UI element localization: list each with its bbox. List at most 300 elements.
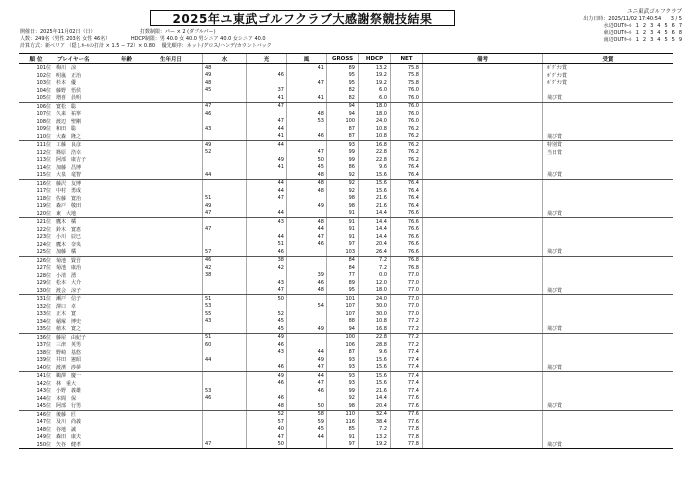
cell-rank: 130位 xyxy=(36,287,51,294)
cell-gross: 101 xyxy=(326,295,358,303)
cell-name: 林 重大 xyxy=(56,380,77,387)
cell-name: 小野 義雄 xyxy=(56,388,82,395)
hidden-hole-number: 1 xyxy=(635,30,639,36)
cell-net: 76.2 xyxy=(390,156,422,164)
cell-name: 大泉 竜智 xyxy=(56,172,82,179)
cell-prize xyxy=(542,233,673,241)
cell-t3: 58 xyxy=(286,411,326,419)
cell-note xyxy=(422,103,542,111)
col-net: NET xyxy=(390,54,422,63)
cell-bd xyxy=(140,133,202,141)
cell-prize xyxy=(542,87,673,95)
results-table xyxy=(19,53,673,449)
cell-age xyxy=(113,180,140,188)
cell-gross: 89 xyxy=(326,64,358,72)
cell-note xyxy=(422,257,542,265)
cell-hdcp: 15.6 xyxy=(358,180,390,188)
cell-name: 鷹木 橘 xyxy=(56,219,77,226)
cell-prize: 飛び賞 xyxy=(542,171,673,179)
cell-gross: 93 xyxy=(326,380,358,388)
cell-t2: 45 xyxy=(246,318,286,326)
cell-prize: 飛び賞 xyxy=(542,248,673,256)
cell-prize xyxy=(542,125,673,133)
cell-name: 渡会 涼子 xyxy=(56,287,82,294)
cell-net: 76.4 xyxy=(390,180,422,188)
cell-note xyxy=(422,372,542,380)
cell-gross: 87 xyxy=(326,349,358,357)
table-row xyxy=(19,402,673,410)
cell-bd xyxy=(140,272,202,280)
cell-gross: 82 xyxy=(326,94,358,102)
hidden-hole-number: 6 xyxy=(671,23,675,29)
cell-rank: 102位 xyxy=(36,72,51,79)
cell-t1: 47 xyxy=(202,210,246,218)
cell-hdcp: 18.0 xyxy=(358,103,390,111)
cell-bd xyxy=(140,426,202,434)
table-row xyxy=(19,156,673,164)
cell-bd xyxy=(140,295,202,303)
cell-t3 xyxy=(286,72,326,80)
cell-rank: 111位 xyxy=(36,142,51,149)
table-row xyxy=(19,364,673,372)
cell-prize xyxy=(542,318,673,326)
cell-t1: 49 xyxy=(202,141,246,149)
cell-t3: 48 xyxy=(286,287,326,295)
hidden-hole-number: 5 xyxy=(671,37,675,43)
hidden-hole-line xyxy=(583,30,682,37)
cell-gross: 100 xyxy=(326,118,358,126)
cell-bd xyxy=(140,180,202,188)
table-row xyxy=(19,248,673,256)
cell-prize xyxy=(542,395,673,403)
info-line-1 xyxy=(20,29,221,36)
cell-t3: 49 xyxy=(286,202,326,210)
cell-net: 77.6 xyxy=(390,395,422,403)
table-row xyxy=(19,287,673,295)
hidden-hole-number: 1 xyxy=(635,23,639,29)
cell-t3: 53 xyxy=(286,118,326,126)
cell-age xyxy=(113,395,140,403)
cell-net: 77.6 xyxy=(390,411,422,419)
cell-t1: 53 xyxy=(202,303,246,311)
table-row xyxy=(19,264,673,272)
cell-net: 77.4 xyxy=(390,356,422,364)
cell-rank: 121位 xyxy=(36,219,51,226)
cell-gross: 93 xyxy=(326,141,358,149)
cell-hdcp: 15.6 xyxy=(358,187,390,195)
cell-gross: 95 xyxy=(326,79,358,87)
cell-gross: 92 xyxy=(326,187,358,195)
cell-gross: 93 xyxy=(326,372,358,380)
cell-rank: 140位 xyxy=(36,364,51,371)
cell-bd xyxy=(140,341,202,349)
cell-name: 藤野 悟侯 xyxy=(56,87,82,94)
cell-age xyxy=(113,149,140,157)
cell-name: 植木 寛之 xyxy=(56,326,82,333)
cell-t2: 37 xyxy=(246,87,286,95)
cell-hdcp: 15.6 xyxy=(358,380,390,388)
cell-name: 杉本 優 xyxy=(56,80,77,87)
cell-prize xyxy=(542,218,673,226)
title-text: 2025年ユ東武ゴルフクラブ大感謝祭競技結果 xyxy=(172,11,433,26)
cell-bd xyxy=(140,94,202,102)
event-date: 開催日：2025年11月02日（日） xyxy=(20,29,96,35)
cell-note xyxy=(422,295,542,303)
cell-t1: 53 xyxy=(202,387,246,395)
cell-rank: 103位 xyxy=(36,80,51,87)
cell-note xyxy=(422,272,542,280)
hidden-holes xyxy=(583,23,682,44)
hidden-hole-number: 2 xyxy=(642,23,647,29)
cell-gross: 91 xyxy=(326,233,358,241)
cell-net: 77.4 xyxy=(390,372,422,380)
cell-bd xyxy=(140,356,202,364)
cell-name: 瀬戸 信子 xyxy=(56,296,82,303)
cell-age xyxy=(113,287,140,295)
cell-t2 xyxy=(246,202,286,210)
cell-name: 鷹木 奈央 xyxy=(56,241,82,248)
cell-rank: 148位 xyxy=(36,426,51,433)
cell-bd xyxy=(140,202,202,210)
cell-gross: 87 xyxy=(326,125,358,133)
cell-name: 佐藤 寛治 xyxy=(56,195,82,202)
cell-rank: 104位 xyxy=(36,87,51,94)
cell-gross: 100 xyxy=(326,334,358,342)
cell-rank: 114位 xyxy=(36,164,51,171)
cell-prize xyxy=(542,202,673,210)
table-header xyxy=(19,53,673,64)
table-row xyxy=(19,149,673,157)
cell-note xyxy=(422,110,542,118)
cell-age xyxy=(113,195,140,203)
table-row xyxy=(19,441,673,450)
cell-net: 76.0 xyxy=(390,103,422,111)
cell-prize xyxy=(542,387,673,395)
cell-prize: 飛び賞 xyxy=(542,287,673,295)
cell-age xyxy=(113,248,140,256)
cell-hdcp: 7.2 xyxy=(358,264,390,272)
cell-net: 76.4 xyxy=(390,164,422,172)
cell-bd xyxy=(140,218,202,226)
cell-hdcp: 15.6 xyxy=(358,372,390,380)
cell-t2 xyxy=(246,149,286,157)
cell-net: 77.4 xyxy=(390,380,422,388)
cell-net: 75.8 xyxy=(390,72,422,80)
cell-prize xyxy=(542,103,673,111)
cell-t3: 39 xyxy=(286,272,326,280)
club-name: ユニ東武ゴルフクラブ xyxy=(627,9,682,15)
cell-t1 xyxy=(202,364,246,372)
cell-gross: 91 xyxy=(326,433,358,441)
cell-age xyxy=(113,433,140,441)
cell-bd xyxy=(140,395,202,403)
table-row xyxy=(19,233,673,241)
cell-t2: 50 xyxy=(246,441,286,449)
cell-t3: 48 xyxy=(286,180,326,188)
cell-bd xyxy=(140,210,202,218)
cell-t3: 47 xyxy=(286,79,326,87)
cell-bd xyxy=(140,103,202,111)
cell-age xyxy=(113,87,140,95)
cell-bd xyxy=(140,303,202,311)
cell-t2: 49 xyxy=(246,334,286,342)
cell-net: 77.6 xyxy=(390,402,422,410)
cell-t2: 46 xyxy=(246,395,286,403)
cell-t2: 47 xyxy=(246,433,286,441)
hidden-hole-number: 5 xyxy=(664,30,668,36)
cell-gross: 97 xyxy=(326,441,358,449)
cell-rank: 120位 xyxy=(36,210,51,217)
cell-t1 xyxy=(202,349,246,357)
cell-note xyxy=(422,387,542,395)
cell-gross: 99 xyxy=(326,156,358,164)
hidden-hole-number: 8 xyxy=(678,30,682,36)
cell-age xyxy=(113,264,140,272)
cell-hdcp: 30.0 xyxy=(358,303,390,311)
cell-hdcp: 0.0 xyxy=(358,272,390,280)
cell-bd xyxy=(140,387,202,395)
cell-t3 xyxy=(286,103,326,111)
cell-t1: 55 xyxy=(202,310,246,318)
cell-hdcp: 24.0 xyxy=(358,118,390,126)
cell-bd xyxy=(140,372,202,380)
cell-note xyxy=(422,310,542,318)
cell-t3 xyxy=(286,210,326,218)
cell-t2: 47 xyxy=(246,103,286,111)
cell-bd xyxy=(140,110,202,118)
cell-note xyxy=(422,418,542,426)
cell-note xyxy=(422,72,542,80)
cell-rank: 108位 xyxy=(36,118,51,125)
cell-bd xyxy=(140,72,202,80)
cell-t1 xyxy=(202,156,246,164)
player-count: 人数：249名（男性 203名 女性 46名） xyxy=(20,36,111,42)
cell-age xyxy=(113,171,140,179)
col-rank: 順 位 xyxy=(29,56,43,63)
cell-gross: 106 xyxy=(326,341,358,349)
cell-prize: ﾎﾞｸﾞﾅﾝ賞 xyxy=(542,79,673,87)
cell-prize xyxy=(542,310,673,318)
cell-hdcp: 20.4 xyxy=(358,241,390,249)
cell-t1 xyxy=(202,433,246,441)
hdcp-limit: HDCP制限：男 40.0 女 40.0 男シニア 40.0 女シニア 40.0 xyxy=(130,36,266,42)
cell-prize: 飛び賞 xyxy=(542,364,673,372)
col-note: 備考 xyxy=(422,54,542,63)
col-age: 年齢 xyxy=(120,56,132,63)
cell-age xyxy=(113,210,140,218)
cell-t2: 44 xyxy=(246,180,286,188)
cell-t1: 42 xyxy=(202,264,246,272)
cell-name: 小川 辰巳 xyxy=(56,234,82,241)
cell-t3: 48 xyxy=(286,110,326,118)
cell-name: 藤屋 由紀子 xyxy=(56,334,87,341)
cell-rank: 119位 xyxy=(36,203,51,210)
cell-age xyxy=(113,187,140,195)
cell-note xyxy=(422,433,542,441)
page-title xyxy=(150,10,455,26)
cell-t2: 50 xyxy=(246,295,286,303)
output-info xyxy=(583,9,682,44)
cell-net: 77.2 xyxy=(390,341,422,349)
cell-t2: 44 xyxy=(246,125,286,133)
cell-rank: 127位 xyxy=(36,265,51,272)
cell-t2 xyxy=(246,356,286,364)
cell-name: 加藤 昌博 xyxy=(56,164,82,171)
cell-name: 明嵐 正治 xyxy=(56,72,82,79)
cell-t3 xyxy=(286,310,326,318)
cell-bd xyxy=(140,364,202,372)
table-row xyxy=(19,387,673,395)
cell-t3: 44 xyxy=(286,433,326,441)
cell-gross: 84 xyxy=(326,257,358,265)
cell-net: 76.2 xyxy=(390,141,422,149)
cell-t3 xyxy=(286,87,326,95)
hidden-hole-line xyxy=(583,37,682,44)
table-row xyxy=(19,110,673,118)
table-row xyxy=(19,64,673,72)
cell-gross: 98 xyxy=(326,195,358,203)
cell-hdcp: 24.0 xyxy=(358,295,390,303)
cell-net: 77.6 xyxy=(390,418,422,426)
cell-net: 77.2 xyxy=(390,325,422,333)
cell-rank: 138位 xyxy=(36,349,51,356)
cell-bd xyxy=(140,149,202,157)
table-row xyxy=(19,118,673,126)
cell-name: 本間 保 xyxy=(56,395,77,402)
cell-t2: 57 xyxy=(246,418,286,426)
cell-hdcp: 22.8 xyxy=(358,156,390,164)
cell-age xyxy=(113,303,140,311)
cell-t2 xyxy=(246,110,286,118)
cell-hdcp: 14.4 xyxy=(358,218,390,226)
cell-gross: 87 xyxy=(326,133,358,141)
cell-hdcp: 21.6 xyxy=(358,195,390,203)
cell-name: 鵜澤 慶一 xyxy=(56,373,82,380)
cell-age xyxy=(113,233,140,241)
cell-name: 後藤 匠 xyxy=(56,411,77,418)
table-row xyxy=(19,380,673,388)
cell-name: 菊池 康治 xyxy=(56,265,82,272)
cell-age xyxy=(113,279,140,287)
cell-t1: 49 xyxy=(202,72,246,80)
cell-t1 xyxy=(202,241,246,249)
cell-bd xyxy=(140,187,202,195)
table-row xyxy=(19,325,673,333)
hidden-hole-number: 4 xyxy=(657,30,661,36)
cell-name: 東 大地 xyxy=(56,210,77,217)
cell-t3: 48 xyxy=(286,218,326,226)
cell-net: 76.6 xyxy=(390,241,422,249)
cell-net: 76.2 xyxy=(390,149,422,157)
cell-t2 xyxy=(246,226,286,234)
cell-age xyxy=(113,103,140,111)
cell-hdcp: 22.8 xyxy=(358,334,390,342)
cell-rank: 139位 xyxy=(36,357,51,364)
cell-gross: 110 xyxy=(326,411,358,419)
cell-net: 76.8 xyxy=(390,264,422,272)
cell-note xyxy=(422,133,542,141)
cell-hdcp: 20.4 xyxy=(358,402,390,410)
cell-note xyxy=(422,318,542,326)
output-line xyxy=(583,16,682,23)
cell-rank: 113位 xyxy=(36,157,51,164)
cell-rank: 117位 xyxy=(36,188,51,195)
info-line-3 xyxy=(20,43,277,50)
cell-bd xyxy=(140,164,202,172)
cell-gross: 94 xyxy=(326,325,358,333)
cell-gross: 116 xyxy=(326,418,358,426)
cell-bd xyxy=(140,287,202,295)
cell-t2 xyxy=(246,79,286,87)
hidden-hole-number: 4 xyxy=(657,37,661,43)
cell-note xyxy=(422,149,542,157)
cell-net: 76.4 xyxy=(390,202,422,210)
cell-t2: 46 xyxy=(246,72,286,80)
cell-hdcp: 28.8 xyxy=(358,341,390,349)
cell-prize: 飛び賞 xyxy=(542,94,673,102)
cell-hdcp: 18.0 xyxy=(358,110,390,118)
hidden-hole-number: 6 xyxy=(671,30,675,36)
cell-net: 77.4 xyxy=(390,387,422,395)
cell-hdcp: 14.4 xyxy=(358,226,390,234)
cell-t1 xyxy=(202,325,246,333)
cell-t1: 45 xyxy=(202,87,246,95)
cell-net: 76.8 xyxy=(390,257,422,265)
page-number: 3 / 5 xyxy=(670,16,682,22)
cell-name: 澤口 卓 xyxy=(56,303,77,310)
cell-t3: 46 xyxy=(286,241,326,249)
cell-prize xyxy=(542,433,673,441)
cell-t1: 43 xyxy=(202,125,246,133)
cell-t1: 49 xyxy=(202,202,246,210)
cell-hdcp: 38.4 xyxy=(358,418,390,426)
cell-hdcp: 22.8 xyxy=(358,149,390,157)
cell-bd xyxy=(140,233,202,241)
cell-prize xyxy=(542,264,673,272)
cell-bd xyxy=(140,325,202,333)
cell-name: 谷地 誠 xyxy=(56,426,77,433)
hidden-hole-number: 5 xyxy=(664,23,668,29)
cell-gross: 92 xyxy=(326,171,358,179)
cell-name: 野崎 基悠 xyxy=(56,349,82,356)
cell-net: 75.8 xyxy=(390,79,422,87)
cell-hdcp: 30.0 xyxy=(358,310,390,318)
cell-age xyxy=(113,257,140,265)
cell-t3: 49 xyxy=(286,325,326,333)
cell-net: 77.0 xyxy=(390,310,422,318)
cell-gross: 84 xyxy=(326,264,358,272)
cell-t2: 44 xyxy=(246,187,286,195)
cell-note xyxy=(422,325,542,333)
cell-t3: 41 xyxy=(286,94,326,102)
cell-net: 76.6 xyxy=(390,210,422,218)
cell-net: 76.4 xyxy=(390,195,422,203)
cell-hdcp: 10.8 xyxy=(358,125,390,133)
cell-gross: 93 xyxy=(326,356,358,364)
cell-note xyxy=(422,218,542,226)
hidden-hole-number: 2 xyxy=(642,30,647,36)
col-prize: 受賞 xyxy=(542,54,673,63)
cell-prize: 当日賞 xyxy=(542,149,673,157)
cell-prize xyxy=(542,279,673,287)
cell-age xyxy=(113,387,140,395)
cell-net: 77.4 xyxy=(390,364,422,372)
cell-bd xyxy=(140,156,202,164)
cell-name: 和田 聡 xyxy=(56,126,77,133)
cell-t2 xyxy=(246,303,286,311)
cell-net: 76.2 xyxy=(390,133,422,141)
cell-hdcp: 7.2 xyxy=(358,426,390,434)
